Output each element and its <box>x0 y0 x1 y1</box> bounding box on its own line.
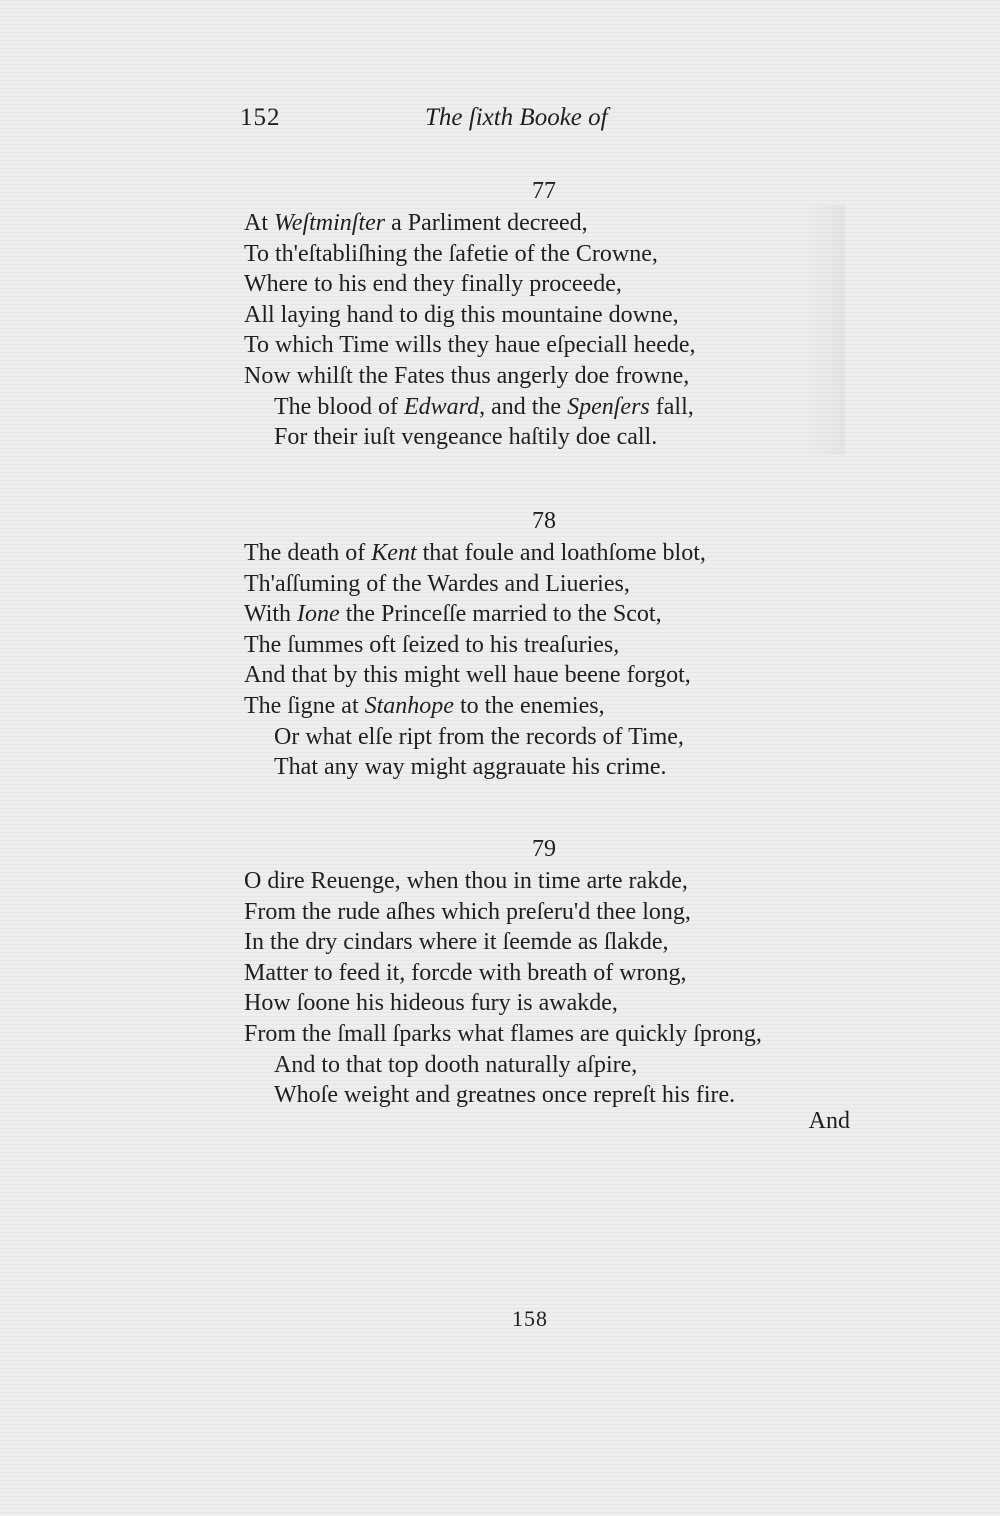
verse-text: , and the <box>479 393 568 420</box>
verse-text: With <box>244 601 298 628</box>
verse-text: The blood of <box>274 393 404 420</box>
verse-line <box>244 208 864 239</box>
verse-text: fall, <box>649 393 694 420</box>
verse-line <box>244 300 864 331</box>
stanza-lines <box>244 538 864 783</box>
verse-text: Matter to feed it, forcde with breath of wrong, <box>244 959 687 986</box>
verse-line <box>244 752 864 783</box>
verse-line <box>244 1019 864 1050</box>
stanza-lines <box>244 866 864 1111</box>
verse-text: For their iuſt vengeance haſtily doe call. <box>274 424 658 451</box>
catchword: And <box>808 1108 850 1134</box>
verse-line <box>244 630 864 661</box>
italic-name: Spenſers <box>567 393 650 420</box>
verse-text: O dire Reuenge, when thou in time arte rakde, <box>244 868 688 894</box>
folio-number: 158 <box>512 1306 548 1331</box>
stanza-lines <box>244 208 864 453</box>
verse-text: And to that top dooth naturally aſpire, <box>274 1051 638 1078</box>
stanza <box>244 176 864 453</box>
stanza <box>244 834 864 1111</box>
stanza-number: 79 <box>532 836 556 862</box>
verse-line <box>244 330 864 361</box>
verse-text: to the enemies, <box>453 692 605 719</box>
verse-text: How ſoone his hideous fury is awakde, <box>244 990 618 1017</box>
verse-line <box>244 269 864 300</box>
verse-line <box>244 660 864 691</box>
verse-text: a Parliment decreed, <box>385 210 588 236</box>
verse-text: that foule and loathſome blot, <box>416 540 706 566</box>
verse-line <box>244 866 864 897</box>
stanza <box>244 506 864 783</box>
verse-text: From the rude aſhes which preſeru'd thee long, <box>244 898 691 925</box>
verse-line <box>244 239 864 270</box>
verse-line <box>244 422 864 453</box>
verse-text: And that by this might well haue beene forgot, <box>244 662 691 689</box>
running-head <box>240 104 850 138</box>
verse-text: Now whilſt the Fates thus angerly doe frowne, <box>244 362 690 389</box>
verse-line <box>244 569 864 600</box>
verse-text: Th'aſſuming of the Wardes and Liueries, <box>244 570 630 597</box>
verse-line <box>244 392 864 423</box>
verse-text: Whoſe weight and greatnes once repreſt his fire. <box>274 1082 736 1109</box>
italic-name: Ione <box>297 601 340 628</box>
verse-text: That any way might aggrauate his crime. <box>274 754 667 781</box>
verse-text: From the ſmall ſparks what flames are quickly ſprong, <box>244 1020 762 1047</box>
verse-line <box>244 927 864 958</box>
verse-line <box>244 538 864 569</box>
verse-line <box>244 1080 864 1111</box>
verse-line <box>244 897 864 928</box>
verse-text: The ſummes oft ſeized to his treaſuries, <box>244 631 620 658</box>
verse-line <box>244 988 864 1019</box>
verse-text: The ſigne at <box>244 692 365 719</box>
verse-text: Or what elſe ript from the records of Time, <box>274 723 684 750</box>
verse-line <box>244 722 864 753</box>
verse-text: To which Time wills they haue eſpeciall heede, <box>244 332 696 359</box>
verse-line <box>244 599 864 630</box>
running-title: The ſixth Booke of <box>425 104 608 131</box>
verse-text: To th'eſtabliſhing the ſafetie of the Crowne, <box>244 240 658 267</box>
verse-text: Where to his end they finally proceede, <box>244 271 622 298</box>
stanza-number: 78 <box>532 508 556 534</box>
verse-text: the Princeſſe married to the Scot, <box>339 601 662 628</box>
stanza-number: 77 <box>532 178 556 204</box>
verse-line <box>244 691 864 722</box>
verse-text: All laying hand to dig this mountaine downe, <box>244 301 679 328</box>
italic-name: Edward <box>403 393 480 420</box>
verse-text: At <box>244 210 274 236</box>
italic-name: Kent <box>371 540 417 566</box>
verse-text: In the dry cindars where it ſeemde as ſlakde, <box>244 929 669 956</box>
italic-name: Stanhope <box>364 692 454 719</box>
verse-line <box>244 958 864 989</box>
italic-name: Weſtminſter <box>274 210 386 236</box>
verse-line <box>244 1050 864 1081</box>
page-number: 152 <box>240 104 281 131</box>
verse-line <box>244 361 864 392</box>
verse-text: The death of <box>244 540 372 566</box>
